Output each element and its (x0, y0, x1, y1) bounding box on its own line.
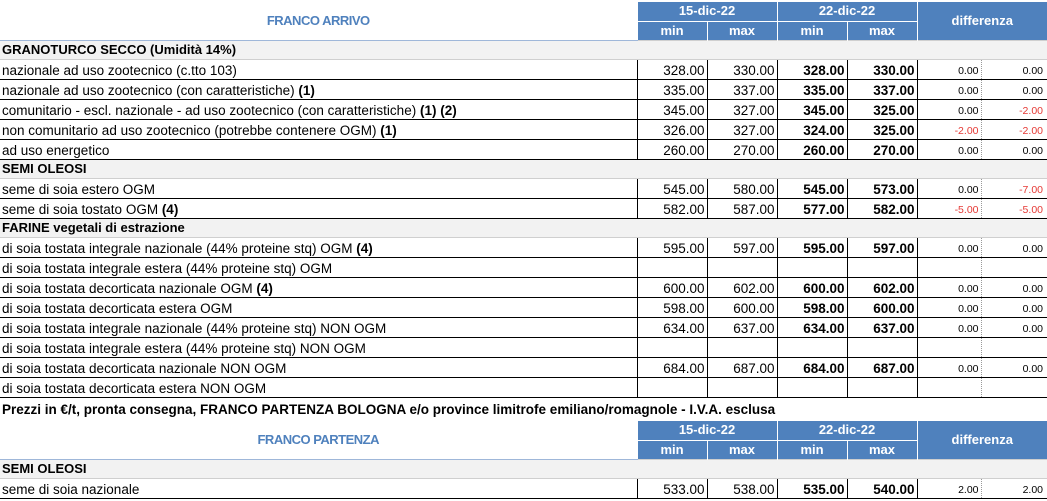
prev-max-value: 538.00 (707, 478, 777, 498)
row-label (0, 59, 637, 79)
diff-max-value: 0.00 (981, 237, 1047, 257)
prev-min-value: 335.00 (637, 79, 707, 99)
prev-min-value (637, 337, 707, 357)
table-row (0, 277, 1047, 297)
curr-max-value: 597.00 (847, 237, 917, 257)
row-label-text: di soia tostata decorticata estera OGM (2, 300, 233, 316)
row-label (0, 119, 637, 139)
prev-max-value: 337.00 (707, 79, 777, 99)
diff-max-value (981, 337, 1047, 357)
section-title: SEMI OLEOSI (0, 459, 1047, 478)
section-row (0, 40, 1047, 59)
date-column-2: 22-dic-22 (777, 421, 917, 440)
row-note: (4) (256, 280, 273, 296)
diff-max-value: 0.00 (981, 357, 1047, 377)
diff-max-value: -5.00 (981, 198, 1047, 218)
prev-min-value: 345.00 (637, 99, 707, 119)
diff-min-value (917, 337, 981, 357)
table-row (0, 99, 1047, 119)
section-row (0, 459, 1047, 478)
diff-max-value: 0.00 (981, 297, 1047, 317)
prev-min-value: 328.00 (637, 59, 707, 79)
max-header-1: max (707, 440, 777, 459)
curr-max-value: 582.00 (847, 198, 917, 218)
table-row (0, 178, 1047, 198)
diff-max-value: 0.00 (981, 277, 1047, 297)
curr-min-value: 335.00 (777, 79, 847, 99)
curr-min-value (777, 377, 847, 397)
row-note: (4) (161, 201, 179, 217)
prev-min-value: 634.00 (637, 317, 707, 337)
curr-min-value (777, 337, 847, 357)
diff-max-value: 0.00 (981, 317, 1047, 337)
prev-max-value: 327.00 (707, 119, 777, 139)
header-row-dates (0, 2, 1047, 21)
price-footnote: Prezzi in €/t, pronta consegna, FRANCO PARTENZA BOLOGNA e/o province limitrofe emiliano/romagnole - I.V.A. esclusa (2, 402, 776, 417)
table-row (0, 139, 1047, 159)
diff-max-value: 0.00 (981, 59, 1047, 79)
curr-max-value: 687.00 (847, 357, 917, 377)
date-column-1: 15-dic-22 (637, 2, 777, 21)
prev-min-value: 582.00 (637, 198, 707, 218)
prev-min-value: 598.00 (637, 297, 707, 317)
diff-max-value (981, 377, 1047, 397)
diff-max-value: -2.00 (981, 99, 1047, 119)
row-label (0, 357, 637, 377)
min-header-1: min (637, 440, 707, 459)
row-label-text: seme di soia nazionale (2, 481, 140, 497)
diff-min-value: -5.00 (917, 198, 981, 218)
min-header-1: min (637, 21, 707, 40)
table-row (0, 237, 1047, 257)
curr-max-value: 600.00 (847, 297, 917, 317)
diff-min-value: 0.00 (917, 317, 981, 337)
row-label (0, 377, 637, 397)
date-column-1: 15-dic-22 (637, 421, 777, 440)
row-label (0, 297, 637, 317)
prev-min-value: 260.00 (637, 139, 707, 159)
max-header-2: max (847, 440, 917, 459)
prev-max-value: 637.00 (707, 317, 777, 337)
table-row (0, 297, 1047, 317)
row-label-text: comunitario - escl. nazionale - ad uso zootecnico (con caratteristiche) (2, 102, 420, 118)
row-label-text: seme di soia estero OGM (2, 181, 156, 197)
diff-max-value (981, 257, 1047, 277)
prev-min-value: 545.00 (637, 178, 707, 198)
prev-max-value: 597.00 (707, 237, 777, 257)
prev-max-value: 580.00 (707, 178, 777, 198)
franco-arrivo-table (0, 2, 1047, 398)
row-label-text: di soia tostata decorticata estera NON OGM (2, 380, 267, 396)
curr-min-value: 600.00 (777, 277, 847, 297)
diff-max-value: 0.00 (981, 139, 1047, 159)
prev-max-value: 600.00 (707, 297, 777, 317)
diff-min-value (917, 377, 981, 397)
row-label-text: non comunitario ad uso zootecnico (potrebbe contenere OGM) (2, 122, 381, 138)
franco-partenza-title: FRANCO PARTENZA (0, 421, 637, 459)
row-label-text: di soia tostata integrale estera (44% proteine stq) OGM (2, 260, 333, 276)
prev-min-value (637, 377, 707, 397)
table-row (0, 119, 1047, 139)
curr-min-value: 345.00 (777, 99, 847, 119)
row-label-text: ad uso energetico (2, 142, 110, 158)
prev-min-value: 684.00 (637, 357, 707, 377)
franco-arrivo-title: FRANCO ARRIVO (0, 2, 637, 40)
diff-min-value: 2.00 (917, 478, 981, 498)
date-column-2: 22-dic-22 (777, 2, 917, 21)
diff-min-value: 0.00 (917, 79, 981, 99)
diff-max-value: 2.00 (981, 478, 1047, 498)
row-label (0, 337, 637, 357)
prev-max-value (707, 337, 777, 357)
table-row (0, 59, 1047, 79)
prev-max-value: 587.00 (707, 198, 777, 218)
diff-max-value: -7.00 (981, 178, 1047, 198)
curr-min-value: 634.00 (777, 317, 847, 337)
table-row (0, 79, 1047, 99)
prev-min-value (637, 257, 707, 277)
row-label (0, 257, 637, 277)
row-label (0, 478, 637, 498)
row-label (0, 79, 637, 99)
row-label-text: di soia tostata integrale nazionale (44% proteine stq) OGM (2, 240, 357, 256)
curr-max-value: 602.00 (847, 277, 917, 297)
difference-header: differenza (917, 421, 1047, 459)
row-note: (4) (356, 240, 373, 256)
section-title: FARINE vegetali di estrazione (0, 218, 1047, 237)
prev-min-value: 595.00 (637, 237, 707, 257)
diff-min-value: 0.00 (917, 178, 981, 198)
row-label (0, 317, 637, 337)
curr-min-value: 595.00 (777, 237, 847, 257)
section-title: GRANOTURCO SECCO (Umidità 14%) (0, 40, 1047, 59)
curr-min-value (777, 257, 847, 277)
franco-arrivo-body (0, 2, 1047, 397)
table-row (0, 317, 1047, 337)
table-row (0, 257, 1047, 277)
min-header-2: min (777, 21, 847, 40)
prev-max-value (707, 257, 777, 277)
curr-min-value: 577.00 (777, 198, 847, 218)
diff-min-value: 0.00 (917, 139, 981, 159)
row-label-text: di soia tostata integrale nazionale (44% proteine stq) NON OGM (2, 320, 387, 336)
diff-min-value: 0.00 (917, 59, 981, 79)
prev-max-value: 602.00 (707, 277, 777, 297)
curr-max-value: 637.00 (847, 317, 917, 337)
prev-min-value: 326.00 (637, 119, 707, 139)
row-note: (1) (298, 82, 315, 98)
franco-partenza-table (0, 421, 1047, 499)
row-label (0, 277, 637, 297)
curr-max-value: 540.00 (847, 478, 917, 498)
curr-min-value: 260.00 (777, 139, 847, 159)
prev-min-value: 600.00 (637, 277, 707, 297)
diff-max-value: 0.00 (981, 79, 1047, 99)
header-row-dates (0, 421, 1047, 440)
diff-max-value: -2.00 (981, 119, 1047, 139)
diff-min-value: -2.00 (917, 119, 981, 139)
table-row (0, 357, 1047, 377)
prev-max-value: 327.00 (707, 99, 777, 119)
curr-max-value: 337.00 (847, 79, 917, 99)
difference-header: differenza (917, 2, 1047, 40)
curr-max-value: 325.00 (847, 99, 917, 119)
table-row (0, 198, 1047, 218)
diff-min-value: 0.00 (917, 277, 981, 297)
row-label (0, 139, 637, 159)
section-row (0, 218, 1047, 237)
curr-min-value: 328.00 (777, 59, 847, 79)
curr-max-value: 330.00 (847, 59, 917, 79)
row-label-text: seme di soia tostato OGM (2, 201, 162, 217)
curr-max-value (847, 337, 917, 357)
prev-max-value: 270.00 (707, 139, 777, 159)
curr-max-value: 573.00 (847, 178, 917, 198)
diff-min-value: 0.00 (917, 99, 981, 119)
curr-max-value: 270.00 (847, 139, 917, 159)
row-label-text: di soia tostata decorticata nazionale OGM (2, 280, 257, 296)
curr-min-value: 684.00 (777, 357, 847, 377)
prev-max-value (707, 377, 777, 397)
row-note: (1) (2) (419, 102, 457, 118)
row-label-text: nazionale ad uso zootecnico (c.tto 103) (2, 62, 237, 78)
min-header-2: min (777, 440, 847, 459)
diff-min-value: 0.00 (917, 297, 981, 317)
curr-min-value: 324.00 (777, 119, 847, 139)
row-label (0, 178, 637, 198)
diff-min-value (917, 257, 981, 277)
prev-max-value: 687.00 (707, 357, 777, 377)
curr-max-value (847, 257, 917, 277)
prev-min-value: 533.00 (637, 478, 707, 498)
curr-max-value (847, 377, 917, 397)
section-row (0, 159, 1047, 178)
row-label (0, 99, 637, 119)
row-label-text: di soia tostata decorticata nazionale NON OGM (2, 360, 287, 376)
row-label (0, 198, 637, 218)
row-label-text: nazionale ad uso zootecnico (con caratteristiche) (2, 82, 299, 98)
prev-max-value: 330.00 (707, 59, 777, 79)
row-label-text: di soia tostata integrale estera (44% proteine stq) NON OGM (2, 340, 366, 356)
table-row (0, 478, 1047, 498)
max-header-1: max (707, 21, 777, 40)
section-title: SEMI OLEOSI (0, 159, 1047, 178)
curr-min-value: 598.00 (777, 297, 847, 317)
row-label (0, 237, 637, 257)
diff-min-value: 0.00 (917, 237, 981, 257)
diff-min-value: 0.00 (917, 357, 981, 377)
table-row (0, 337, 1047, 357)
curr-min-value: 535.00 (777, 478, 847, 498)
curr-max-value: 325.00 (847, 119, 917, 139)
table-row (0, 377, 1047, 397)
franco-partenza-body (0, 421, 1047, 498)
max-header-2: max (847, 21, 917, 40)
curr-min-value: 545.00 (777, 178, 847, 198)
row-note: (1) (380, 122, 397, 138)
